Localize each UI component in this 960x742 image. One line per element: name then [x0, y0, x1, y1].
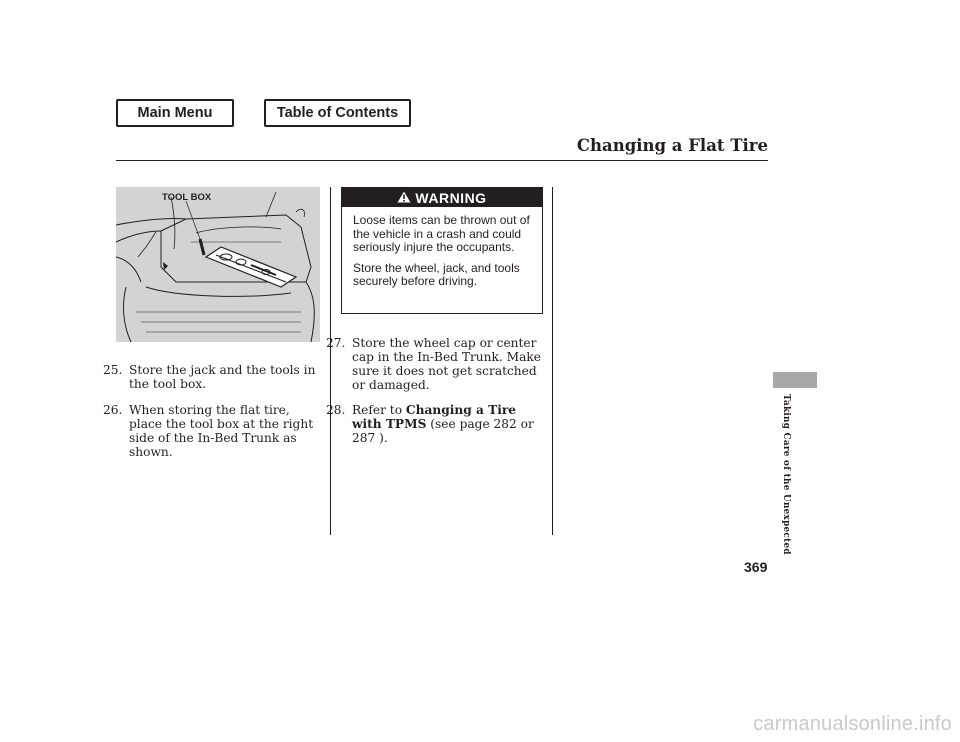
- step-number: 26.: [103, 403, 123, 417]
- changing-tire-tpms-link[interactable]: Changing a Tire with TPMS: [352, 403, 517, 431]
- step-number: 27.: [326, 336, 346, 350]
- warning-box: [341, 187, 543, 314]
- warning-heading-text: WARNING: [415, 189, 487, 206]
- step-25: [103, 363, 319, 391]
- column-divider-right: [552, 187, 553, 535]
- in-bed-trunk-drawing: [116, 187, 320, 342]
- step-text: Store the wheel cap or center cap in the In-Bed Trunk. Make sure it does not get scratched or damaged.: [352, 336, 541, 392]
- step-text-prefix: Refer to: [352, 403, 406, 417]
- tool-box-illustration: [116, 187, 320, 342]
- step-28: [326, 403, 542, 445]
- warning-text-1: Loose items can be thrown out of the vehicle in a crash and could seriously injure the occupants.: [353, 213, 530, 254]
- tool-box-label: TOOL BOX: [162, 192, 212, 203]
- step-number: 25.: [103, 363, 123, 377]
- warning-text-2: Store the wheel, jack, and tools securely before driving.: [353, 260, 520, 288]
- header-rule: [116, 160, 768, 161]
- table-of-contents-button[interactable]: Table of Contents: [264, 99, 411, 127]
- watermark: carmanualsonline.info: [753, 713, 952, 735]
- step-number: 28.: [326, 403, 346, 417]
- warning-heading: [342, 188, 542, 207]
- step-text-suffix: (see page 282 or 287 ).: [352, 417, 534, 445]
- step-26: [103, 403, 323, 459]
- column-divider-left: [330, 187, 331, 535]
- page-title: Changing a Flat Tire: [576, 136, 768, 155]
- step-text: When storing the flat tire, place the tool box at the right side of the In-Bed Trunk as shown.: [129, 403, 314, 459]
- section-tab-marker: [773, 372, 817, 388]
- warning-triangle-icon: [397, 190, 411, 206]
- section-title-text: Taking Care of the Unexpected: [781, 394, 791, 555]
- page-number: 369: [744, 559, 768, 575]
- main-menu-button[interactable]: Main Menu: [116, 99, 234, 127]
- section-title-vertical: [771, 394, 791, 555]
- step-text: Store the jack and the tools in the tool box.: [129, 363, 316, 391]
- step-27: [326, 336, 542, 392]
